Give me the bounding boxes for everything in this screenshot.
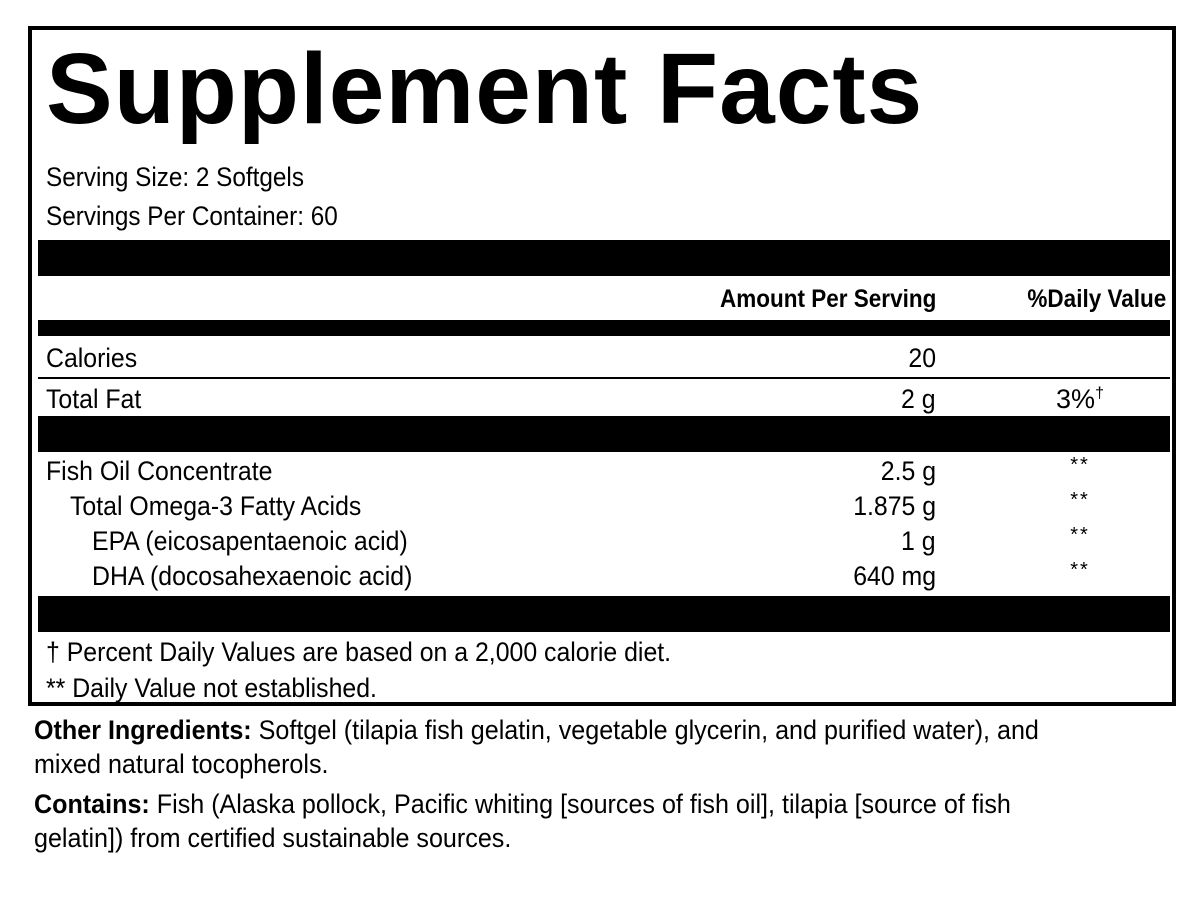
- nutrient-label: Fish Oil Concentrate: [46, 456, 273, 486]
- other-ingredients: [34, 713, 1094, 781]
- dagger-mark: †: [1095, 385, 1104, 402]
- daily-value-percent: 3%: [1056, 384, 1096, 414]
- nutrient-daily-value: **: [1070, 489, 1090, 511]
- nutrient-label: Total Omega-3 Fatty Acids: [70, 491, 362, 521]
- footnote-percent-daily-values: † Percent Daily Values are based on a 2,000 calorie diet.: [46, 637, 672, 667]
- thin-divider: [38, 377, 1170, 379]
- daily-value-header: %Daily Value: [1027, 285, 1166, 313]
- footnote-not-established: ** Daily Value not established.: [46, 673, 377, 703]
- nutrient-amount: 640 mg: [853, 561, 936, 591]
- other-ingredients-label: Other Ingredients:: [34, 715, 252, 745]
- nutrient-label: Calories: [46, 343, 138, 373]
- nutrient-label: DHA (docosahexaenoic acid): [92, 561, 413, 591]
- nutrient-daily-value: **: [1070, 454, 1090, 476]
- thick-divider: [38, 240, 1170, 276]
- amount-per-serving-header: Amount Per Serving: [719, 285, 936, 313]
- contains-text: Fish (Alaska pollock, Pacific whiting [sources of fish oil], tilapia [source of fish gelatin]) from certified sustainable sources.: [34, 789, 1011, 853]
- serving-size: Serving Size: 2 Softgels: [46, 162, 304, 192]
- servings-per-container: Servings Per Container: 60: [46, 201, 338, 231]
- nutrient-daily-value: **: [1070, 559, 1090, 581]
- nutrient-amount: 1.875 g: [853, 491, 936, 521]
- nutrient-daily-value: **: [1070, 524, 1090, 546]
- contains-statement: [34, 787, 1094, 855]
- nutrient-amount: 2 g: [901, 384, 936, 414]
- medium-divider: [38, 320, 1170, 336]
- thick-divider: [38, 596, 1170, 632]
- panel-title: Supplement Facts: [46, 33, 924, 145]
- nutrient-label: EPA (eicosapentaenoic acid): [92, 526, 408, 556]
- thick-divider: [38, 416, 1170, 452]
- supplement-facts-panel: [28, 26, 1176, 706]
- nutrient-amount: 2.5 g: [880, 456, 936, 486]
- contains-label: Contains:: [34, 789, 150, 819]
- nutrient-amount: 1 g: [901, 526, 936, 556]
- other-ingredients-text: Softgel (tilapia fish gelatin, vegetable glycerin, and purified water), and mixed natural tocopherols.: [34, 715, 1039, 779]
- nutrient-label: Total Fat: [46, 384, 142, 414]
- nutrient-daily-value: [1030, 382, 1130, 416]
- nutrient-amount: 20: [908, 343, 936, 373]
